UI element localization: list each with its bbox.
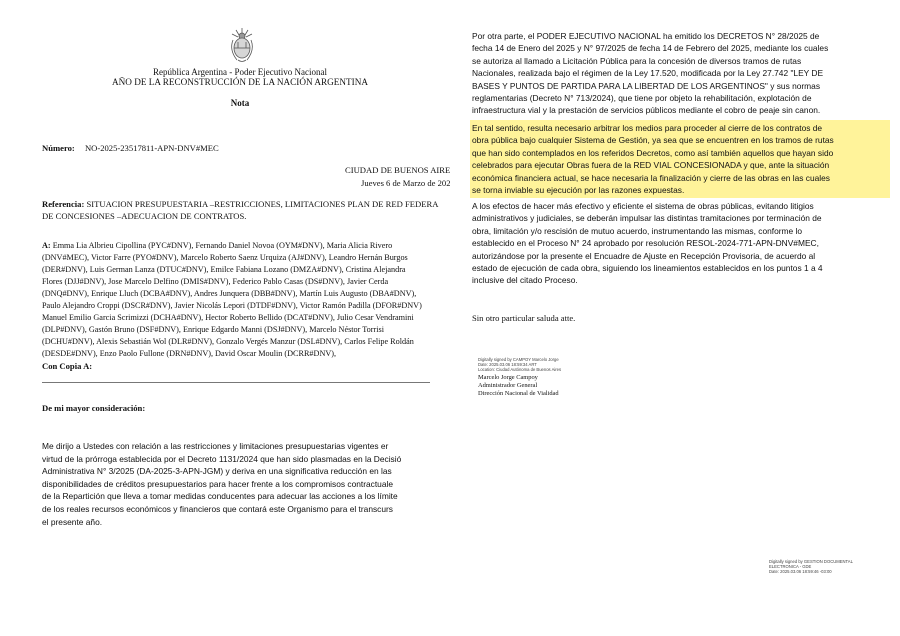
paragraph-line: obra, limitación y/o rescisión de mutuo acuerdo, instrumentando las mismas, conforme lo [472,225,803,236]
recipients-block [42,240,437,360]
highlighted-paragraph [470,120,890,198]
footer-signature-detail: Digitally signed by GESTION DOCUMENTAL [769,559,853,564]
number-label: Número: [42,143,75,153]
reference-line-2: DE CONCESIONES –ADECUACION DE CONTRATOS. [42,211,247,221]
paragraph-line: Nacionales, realizada bajo el régimen de la Ley 17.520, modificada por la Ley 27.742 "LEY DE [472,68,824,79]
paragraph-line: administrativos y judiciales, se deberán impulsar las distintas tramitaciones por terminación de [472,213,822,224]
signer-name: Marcelo Jorge Campoy [478,374,538,381]
argentina-coat-of-arms-icon [227,26,257,64]
date: Jueves 6 de Marzo de 202 [361,178,450,188]
right-page [450,0,900,636]
paragraph-line: infraestructura vial y la prestación de servicios públicos mediante el cobro de peaje sin canon. [472,105,821,116]
body-line: Me dirijo a Ustedes con relación a las restricciones y limitaciones presupuestarias vigentes er [42,441,389,451]
signer-block [478,374,559,398]
reference-line-1 [42,198,438,211]
paragraph-line: se torna inviable su ejecución por las razones expuestas. [472,185,685,196]
body-paragraph [42,440,437,528]
body-line: de los reales recursos económicos y financieros que contará este Organismo para el transcurs [42,503,393,514]
signer-title: Administrador General [478,382,538,389]
to-label: A: [42,241,51,250]
paragraph-line: BASES Y PUNTOS DE PARTIDA PARA LA LIBERTAD DE LOS ARGENTINOS" y sus normas [472,80,821,91]
recipient-text: Emma Lia Albrieu Cipollina (PYC#DNV), Fernando Daniel Novoa (OYM#DNV), Maria Alicia Rivero [52,241,393,250]
recipient-line: (DNV#MEC), Victor Farre (PYO#DNV), Marcelo Roberto Saenz Urquiza (AJ#DNV), Leandro Hernán Burgos [42,253,408,262]
recipient-line: (DER#DNV), Luis German Lanza (DTUC#DNV), Emilce Fabiana Lozano (DMZA#DNV), Cristina Alejandra [42,265,406,274]
number-value: NO-2025-23517811-APN-DNV#MEC [84,143,219,153]
paragraph-line: A los efectos de hacer más efectivo y eficiente el sistema de obras públicas, evitando litigios [472,201,814,211]
signature-detail: Location: Ciudad Autónoma de Buenos Aires [478,367,562,372]
recipient-line: (DLP#DNV), Gastón Bruno (DSF#DNV), Enrique Edgardo Manni (DSJ#DNV), Marcelo Néstor Torrisi [42,325,384,334]
recipient-line [42,240,437,252]
footer-digital-signature [769,559,853,574]
doc-type: Nota [230,98,250,108]
signature-detail: Digitally signed by CAMPOY Marcelo Jorge [478,357,559,362]
digital-signature-stamp [478,357,561,372]
paragraph-line: obra pública bajo cualquier Sistema de Gestión, ya sea que se encuentren en los tramos de rutas [472,135,834,146]
paragraph-line: fecha 14 de Enero del 2025 y N° 97/2025 de fecha 14 de Febrero del 2025, mediante los cuales [472,43,829,54]
paragraph-procedures [472,200,890,287]
footer-signature-detail: ELECTRONICA - GDE [769,564,812,569]
paragraph-line: celebrados para ejecutar Obras fuera de la RED VIAL CONCESIONADA y que, ante la situación [472,160,830,171]
recipient-line: Flores (DJJ#DNV), Jose Marcelo Delfino (DMIS#DNV), Federico Pablo Casas (DS#DNV), Javier Cerda [42,277,389,286]
body-line: el presente año. [42,516,103,527]
body-line: disponibilidades de créditos presupuestarios para hacer frente a los compromisos contractuale [42,478,394,489]
divider [42,382,430,383]
paragraph-line: En tal sentido, resulta necesario arbitrar los medios para proceder al cierre de los contratos de [472,123,823,133]
paragraph-line: inclusive del citado Proceso. [472,275,578,286]
paragraph-line: establecido en el Proceso N° 24 aprobado por resolución RESOL-2024-771-APN-DNV#MEC, [472,238,819,249]
closing-line: Sin otro particular saluda atte. [472,313,576,323]
footer-signature-detail: Date: 2025.03.06 18:59:46 -03:00 [769,569,832,574]
body-line: de la Repartición que lleva a tomar medidas conducentes para adecuar las acciones a los límite [42,491,398,502]
paragraph-decrees [472,30,890,117]
reference-label: Referencia: [42,199,85,209]
signer-organization: Dirección Nacional de Vialidad [478,390,559,397]
signature-detail: Date: 2025.03.06 18:59:34 ART [478,362,537,367]
reference-text-1: SITUACION PRESUPUESTARIA –RESTRICCIONES, LIMITACIONES PLAN DE RED FEDERA [86,199,439,209]
paragraph-line: reglamentarias (Decreto N° 713/2024), que tiene por objeto la rehabilitación, explotación de [472,93,812,104]
body-line: Administrativa N° 3/2025 (DA-2025-3-APN-JGM) y deriva en una significativa reducción en las [42,466,392,477]
paragraph-line: económica financiera actual, se hace necesaria la finalización y cierre de las obras en las cuales [472,172,830,183]
paragraph-line: Por otra parte, el PODER EJECUTIVO NACIONAL ha emitido los DECRETOS N° 28/2025 de [472,31,820,41]
recipient-line: (DNQ#DNV), Enrique Lluch (DCBA#DNV), Andres Junquera (DBB#DNV), Martín Luis Augusto (DBA#DNV), [42,289,417,298]
header-line-1: República Argentina - Poder Ejecutivo Nacional [152,67,328,77]
document-number [42,142,219,155]
recipient-line: (DCHU#DNV), Alexis Sebastián Wol (DLR#DNV), Gonzalo Vergés Manzur (DSL#DNV), Carlos Felipe Roldán [42,337,414,346]
paragraph-line: que han sido contemplados en los referidos Decretos, como así también aquellos que hayan sido [472,147,834,158]
recipient-line: Manuel Emilio Garcia Scrimizzi (DCHA#DNV), Hector Roberto Bellido (DCAT#DNV), Julio Cesar Vendramini [42,313,414,322]
recipient-line: (DESDE#DNV), Enzo Paolo Fullone (DRN#DNV), David Oscar Moulin (DCRR#DNV), [42,349,337,358]
body-line: virtud de la prórroga establecida por el Decreto 1131/2024 que han sido plasmadas en la Decisió [42,453,402,464]
city: CIUDAD DE BUENOS AIRE [345,165,450,175]
paragraph-line: estado de ejecución de cada obra, siguiendo los lineamientos establecidos en los puntos 1 a 4 [472,263,823,274]
header-line-2: AÑO DE LA RECONSTRUCCIÓN DE LA NACIÓN ARGENTINA [112,77,368,87]
cc-label: Con Copia A: [42,361,93,371]
paragraph-line: se autoriza al llamado a Licitación Pública para la concesión de diversos tramos de rutas [472,55,802,66]
paragraph-line: autorizándose por la presente el Encuadre de Ajuste en Recepción Provisoria, de acuerdo al [472,250,816,261]
recipient-line: Paulo Alejandro Croppi (DSCR#DNV), Javier Nicolás Lepori (DTDF#DNV), Victor Ramón Padilla (DFOR#DNV) [42,301,422,310]
salutation: De mi mayor consideración: [42,403,146,413]
